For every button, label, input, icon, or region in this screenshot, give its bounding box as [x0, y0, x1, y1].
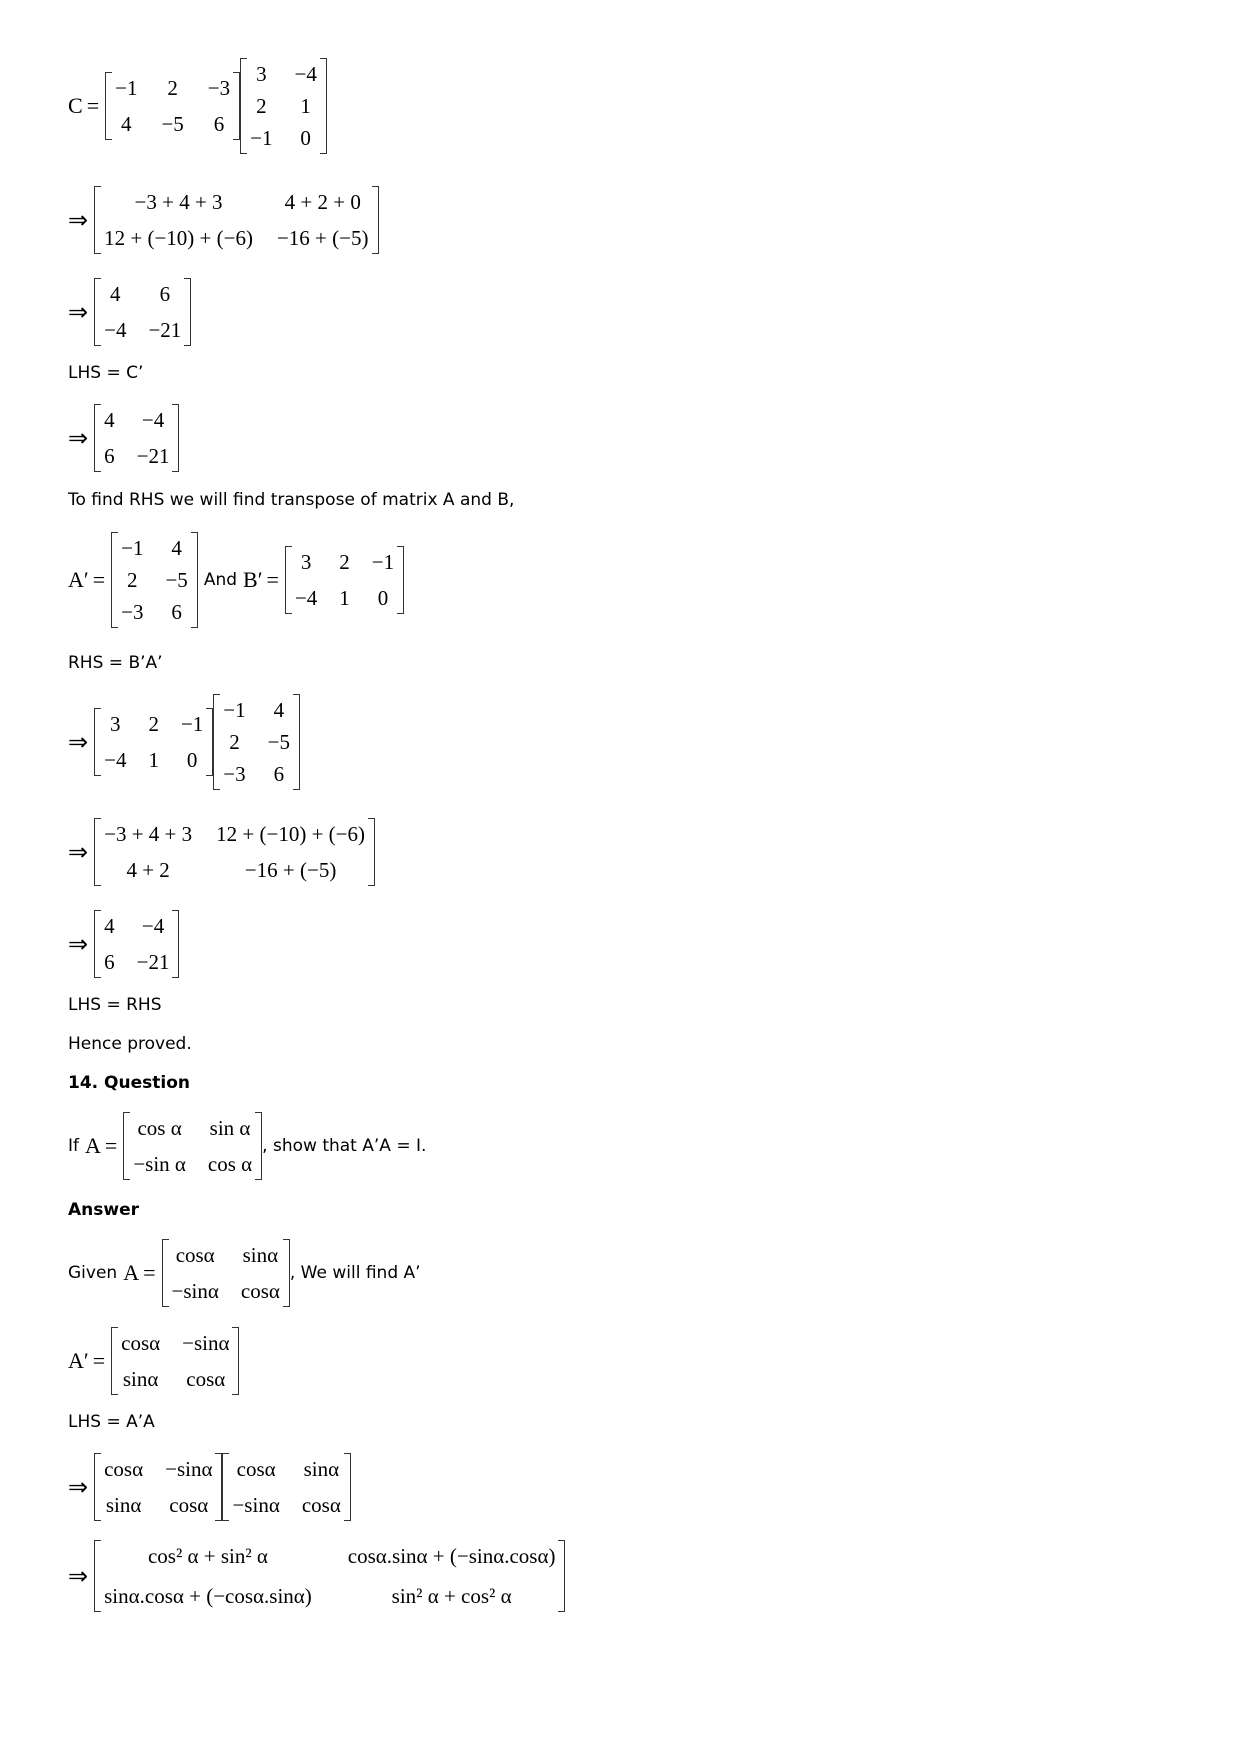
matrix-cell: cosα	[169, 1493, 209, 1517]
matrix-cell: cos² α + sin² α	[147, 1544, 268, 1568]
given-text: Given	[68, 1263, 118, 1283]
matrix-cell: −3	[223, 762, 246, 786]
matrix-cell: 12 + (−10) + (−6)	[104, 226, 253, 250]
matrix-cell: −1	[180, 712, 204, 736]
implies-sign: ⇒	[68, 931, 89, 958]
implies-sign: ⇒	[68, 299, 89, 326]
matrix-cell: −4	[294, 62, 317, 86]
matrix-cell: 0	[377, 586, 389, 610]
matrix-cell: 3	[300, 550, 312, 574]
matrix-result-1	[94, 278, 191, 346]
matrix-cell: 4	[121, 112, 132, 136]
eq-result-2	[68, 910, 179, 978]
and-text: And	[203, 570, 238, 590]
matrix-aa-expand	[94, 1540, 565, 1612]
matrix-cell: cosα	[104, 1457, 144, 1481]
matrix-given-a	[162, 1239, 290, 1307]
matrix-cell: 12 + (−10) + (−6)	[216, 822, 365, 846]
implies-sign: ⇒	[68, 1563, 89, 1590]
we-will-find-text: , We will find A’	[289, 1263, 421, 1283]
eq-expand-1	[68, 186, 379, 254]
matrix-cell: −4	[141, 914, 165, 938]
matrix-cell: −5	[161, 112, 184, 136]
text-lhs-rhs: LHS = RHS	[68, 995, 162, 1015]
matrix-cell: 1	[300, 94, 311, 118]
matrix-cell: 6	[159, 282, 171, 306]
matrix-cell: 6	[213, 112, 225, 136]
matrix-result-2	[94, 910, 179, 978]
matrix-cell: sin α	[209, 1116, 251, 1140]
answer-heading: Answer	[68, 1200, 139, 1220]
matrix-cell: cos α	[137, 1116, 182, 1140]
eq-result-1-transpose	[68, 404, 179, 472]
matrix-cell: 2	[148, 712, 159, 736]
matrix-cell: cos α	[207, 1152, 253, 1176]
matrix-cell: −4	[141, 408, 165, 432]
equals-sign: =	[266, 567, 279, 592]
matrix-cell: sinα.cosα + (−cosα.sinα)	[104, 1584, 312, 1608]
question-title: 14. Question	[68, 1073, 190, 1093]
matrix-cell: 2	[339, 550, 350, 574]
matrix-cell: −sinα	[165, 1457, 213, 1481]
matrix-cell: 4 + 2	[126, 858, 170, 882]
matrix-cell: 0	[300, 126, 311, 150]
matrix-result-1-transpose	[94, 404, 179, 472]
matrix-b-transpose	[285, 546, 404, 614]
show-that-text: , show that A’A = I.	[262, 1136, 427, 1156]
eq-result-1	[68, 278, 191, 346]
matrix-cell: 2	[127, 568, 138, 592]
matrix-cell: 4	[110, 282, 121, 306]
matrix-expand-1	[94, 186, 378, 254]
equals-sign: =	[92, 1348, 106, 1373]
implies-sign: ⇒	[68, 425, 89, 452]
matrix-cell: −3 + 4 + 3	[134, 190, 223, 214]
matrix-cell: −21	[136, 950, 170, 974]
matrix-expand-2	[94, 818, 375, 886]
text-hence-proved: Hence proved.	[68, 1034, 192, 1054]
matrix-cell: −21	[136, 444, 170, 468]
matrix-cell: −3 + 4 + 3	[104, 822, 193, 846]
matrix-cell: cosα.sinα + (−sinα.cosα)	[347, 1544, 556, 1568]
matrix-product-left	[94, 1453, 222, 1521]
matrix-cell: −5	[267, 730, 290, 754]
matrix-cell: 4 + 2 + 0	[284, 190, 361, 214]
text-rhs-def: RHS = B’A’	[68, 653, 163, 673]
matrix-cell: cosα	[186, 1367, 226, 1391]
implies-sign: ⇒	[68, 729, 89, 756]
matrix-cell: 4	[104, 408, 115, 432]
matrix-cell: cosα	[240, 1279, 280, 1303]
text-to-find-rhs: To find RHS we will find transpose of matrix A and B,	[68, 490, 515, 510]
eq-c-product	[68, 58, 327, 154]
matrix-cell: cosα	[236, 1457, 276, 1481]
matrix-cell: 0	[186, 748, 198, 772]
matrix-cell: −1	[371, 550, 395, 574]
matrix-cell: −3	[207, 76, 231, 100]
matrix-cell: −21	[148, 318, 182, 342]
implies-sign: ⇒	[68, 1474, 89, 1501]
matrix-cell: cosα	[175, 1243, 215, 1267]
matrix-cell: −sin α	[133, 1152, 186, 1176]
matrix-cell: 2	[167, 76, 178, 100]
matrix-cell: −3	[121, 600, 144, 624]
matrix-cell: 4	[171, 536, 182, 560]
equals-sign: =	[104, 1133, 118, 1158]
text-lhs-aa: LHS = A’A	[68, 1412, 155, 1432]
a-prime-label: A′	[68, 1348, 89, 1373]
matrix-cell: −1	[223, 698, 246, 722]
question-statement	[68, 1112, 426, 1180]
matrix-b-transpose	[94, 708, 213, 776]
matrix-cell: 2	[256, 94, 267, 118]
c-label: C	[68, 93, 83, 118]
matrix-cell: −5	[165, 568, 188, 592]
matrix-cell: sinα	[122, 1367, 159, 1391]
matrix-a-transpose-trig	[111, 1327, 239, 1395]
matrix-cell: −4	[104, 318, 127, 342]
eq-expand-2	[68, 818, 375, 886]
matrix-cell: −sinα	[182, 1331, 230, 1355]
a-prime-label: A′	[68, 567, 89, 592]
a-label: A	[85, 1133, 101, 1158]
matrix-cell: cosα	[121, 1331, 161, 1355]
equals-sign: =	[92, 567, 106, 592]
eq-transposes	[68, 532, 404, 628]
matrix-cell: −4	[294, 586, 318, 610]
matrix-cell: −1	[115, 76, 138, 100]
matrix-cell: sinα	[105, 1493, 142, 1517]
eq-rhs-product	[68, 694, 300, 790]
matrix-cell: −1	[121, 536, 144, 560]
matrix-cell: 1	[148, 748, 159, 772]
answer-a-transpose	[68, 1327, 239, 1395]
b-prime-label: B′	[243, 567, 263, 592]
matrix-b	[240, 58, 327, 154]
matrix-a-transpose	[111, 532, 198, 628]
matrix-cell: 3	[256, 62, 267, 86]
matrix-cell: 4	[273, 698, 285, 722]
answer-given	[68, 1239, 421, 1307]
equals-sign: =	[143, 1260, 156, 1285]
matrix-cell: −16 + (−5)	[276, 226, 369, 250]
matrix-cell: −sinα	[232, 1493, 280, 1517]
matrix-cell: −16 + (−5)	[244, 858, 337, 882]
matrix-cell: cosα	[301, 1493, 341, 1517]
matrix-a-transpose	[213, 694, 300, 790]
matrix-product-right	[222, 1453, 350, 1521]
matrix-cell: 6	[171, 600, 182, 624]
matrix-cell: −1	[250, 126, 273, 150]
matrix-cell: 6	[104, 444, 115, 468]
matrix-cell: sinα	[242, 1243, 279, 1267]
matrix-cell: 1	[339, 586, 350, 610]
equals-sign: =	[86, 93, 100, 118]
matrix-cell: 2	[229, 730, 240, 754]
eq-aa-expand	[68, 1540, 565, 1612]
matrix-cell: 6	[273, 762, 285, 786]
implies-sign: ⇒	[68, 207, 89, 234]
eq-aa-product	[68, 1453, 351, 1521]
text-lhs-c: LHS = C’	[68, 363, 144, 383]
implies-sign: ⇒	[68, 839, 89, 866]
matrix-cell: 3	[110, 712, 121, 736]
a-label: A	[123, 1260, 140, 1285]
matrix-question-a	[123, 1112, 262, 1180]
matrix-a	[105, 72, 240, 140]
matrix-cell: −sinα	[171, 1279, 219, 1303]
matrix-cell: −4	[104, 748, 127, 772]
matrix-cell: 4	[104, 914, 115, 938]
matrix-cell: sinα	[303, 1457, 340, 1481]
matrix-cell: 6	[104, 950, 115, 974]
if-text: If	[68, 1136, 79, 1156]
matrix-cell: sin² α + cos² α	[391, 1584, 512, 1608]
